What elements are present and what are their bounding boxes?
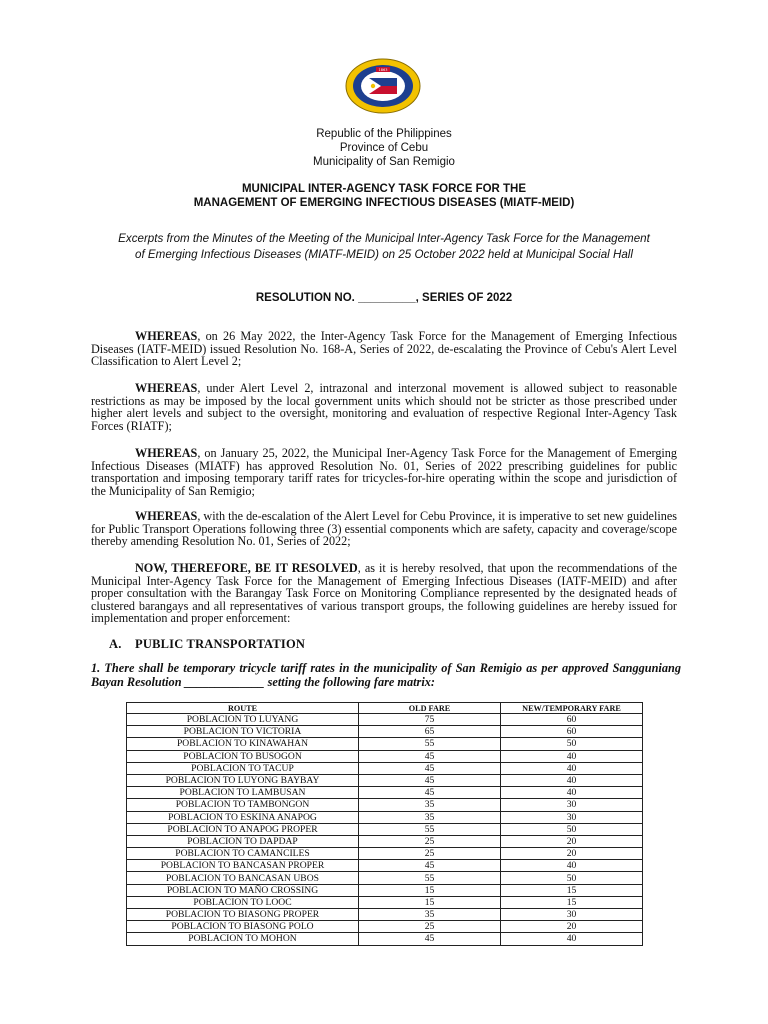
new-fare-cell: 60 — [501, 726, 643, 738]
section-title: PUBLIC TRANSPORTATION — [135, 637, 306, 651]
old-fare-cell: 55 — [359, 823, 501, 835]
old-fare-cell: 15 — [359, 896, 501, 908]
route-cell: POBLACION TO ESKINA ANAPOG — [127, 811, 359, 823]
route-cell: POBLACION TO MAÑO CROSSING — [127, 884, 359, 896]
paragraph-lead: WHEREAS — [135, 329, 198, 343]
route-cell: POBLACION TO DAPDAP — [127, 835, 359, 847]
old-fare-cell: 25 — [359, 848, 501, 860]
new-fare-cell: 20 — [501, 921, 643, 933]
section-heading — [109, 637, 305, 652]
section-letter: A. — [109, 637, 122, 651]
table-body — [127, 714, 643, 946]
item-1-text: 1. There shall be temporary tricycle tariff rates in the municipality of San Remigio as per approved Sangguniang Bayan Resolution _____________ setting the following fare matrix: — [91, 661, 681, 689]
old-fare-cell: 45 — [359, 860, 501, 872]
table-row — [127, 726, 643, 738]
table-row — [127, 823, 643, 835]
new-fare-cell: 40 — [501, 933, 643, 945]
column-header-new-fare: NEW/TEMPORARY FARE — [501, 703, 643, 714]
table-row — [127, 848, 643, 860]
paragraph-lead: WHEREAS — [135, 446, 198, 460]
table-row — [127, 884, 643, 896]
old-fare-cell: 75 — [359, 714, 501, 726]
route-cell: POBLACION TO MOHON — [127, 933, 359, 945]
paragraph-text: , on January 25, 2022, the Municipal Iner-Agency Task Force for the Management of Emerging Infectious Diseases (MIATF) has approved Resolution No. 01, Series of 2022 prescribing guidelines for public transportation and imposing temporary tariff rates for tricycles-for-hire operating within the scope and jurisdiction of the Municipality of San Remigio; — [91, 446, 677, 498]
new-fare-cell: 40 — [501, 860, 643, 872]
paragraph-lead: WHEREAS — [135, 381, 198, 395]
paragraph-lead: WHEREAS — [135, 509, 198, 523]
table-row — [127, 762, 643, 774]
old-fare-cell: 45 — [359, 933, 501, 945]
new-fare-cell: 60 — [501, 714, 643, 726]
old-fare-cell: 25 — [359, 921, 501, 933]
table-row — [127, 860, 643, 872]
table-row — [127, 787, 643, 799]
new-fare-cell: 40 — [501, 787, 643, 799]
paragraph-text: , on 26 May 2022, the Inter-Agency Task Force for the Management of Emerging Infectious Diseases (IATF-MEID) issued Resolution No. 168-A, Series of 2022, de-escalating the Province of Cebu's Alert Level Classification to Alert Level 2; — [91, 329, 677, 369]
paragraph-lead: NOW, THEREFORE, BE IT RESOLVED — [135, 561, 358, 575]
old-fare-cell: 45 — [359, 750, 501, 762]
table-row — [127, 774, 643, 786]
route-cell: POBLACION TO LUYONG BAYBAY — [127, 774, 359, 786]
new-fare-cell: 40 — [501, 762, 643, 774]
table-header-row — [127, 703, 643, 714]
route-cell: POBLACION TO LUYANG — [127, 714, 359, 726]
route-cell: POBLACION TO ANAPOG PROPER — [127, 823, 359, 835]
route-cell: POBLACION TO BUSOGON — [127, 750, 359, 762]
whereas-paragraph-2 — [91, 382, 677, 432]
route-cell: POBLACION TO BANCASAN UBOS — [127, 872, 359, 884]
new-fare-cell: 50 — [501, 738, 643, 750]
table-row — [127, 714, 643, 726]
new-fare-cell: 20 — [501, 835, 643, 847]
seal-year: 1863 — [378, 68, 388, 72]
route-cell: POBLACION TO KINAWAHAN — [127, 738, 359, 750]
new-fare-cell: 15 — [501, 896, 643, 908]
old-fare-cell: 45 — [359, 762, 501, 774]
table-row — [127, 909, 643, 921]
resolved-paragraph — [91, 562, 677, 625]
route-cell: POBLACION TO BIASONG POLO — [127, 921, 359, 933]
column-header-old-fare: OLD FARE — [359, 703, 501, 714]
route-cell: POBLACION TO CAMANCILES — [127, 848, 359, 860]
resolution-title: RESOLUTION NO. _________, SERIES OF 2022 — [255, 292, 513, 304]
new-fare-cell: 50 — [501, 823, 643, 835]
old-fare-cell: 35 — [359, 799, 501, 811]
paragraph-text: , with the de-escalation of the Alert Level for Cebu Province, it is imperative to set new guidelines for Public Transport Operations following three (3) essential components which are safety, capacity and coverage/scope thereby amending Resolution No. 01, Series of 2022; — [91, 509, 677, 549]
old-fare-cell: 25 — [359, 835, 501, 847]
new-fare-cell: 15 — [501, 884, 643, 896]
paragraph-text: , as it is hereby resolved, that upon the recommendations of the Municipal Inter-Agency Task Force for the Management of Emerging Infectious Diseases (IATF-MEID) and after proper consultation with the Barangay Task Force on Monitoring Compliance represented by the designated heads of clustered barangays and all representatives of various transport groups, the following guidelines are hereby issued for implementation and proper enforcement: — [91, 561, 677, 626]
excerpt-line2: of Emerging Infectious Diseases (MIATF-MEID) on 25 October 2022 held at Municipal Social Hall — [135, 248, 633, 261]
route-cell: POBLACION TO TACUP — [127, 762, 359, 774]
new-fare-cell: 20 — [501, 848, 643, 860]
paragraph-text: , under Alert Level 2, intrazonal and interzonal movement is allowed subject to reasonable restrictions as may be imposed by the local government units which should not be stricter as those prescribed under higher alert levels and subject to the oversight, monitoring and evaluation of respective Regional Inter-Agency Task Forces (RIATF); — [91, 381, 677, 433]
new-fare-cell: 30 — [501, 799, 643, 811]
header-municipality: Municipality of San Remigio — [313, 156, 455, 168]
new-fare-cell: 40 — [501, 750, 643, 762]
new-fare-cell: 50 — [501, 872, 643, 884]
table-row — [127, 835, 643, 847]
municipal-seal-logo — [345, 58, 421, 114]
old-fare-cell: 65 — [359, 726, 501, 738]
route-cell: POBLACION TO LAMBUSAN — [127, 787, 359, 799]
excerpt-line1: Excerpts from the Minutes of the Meeting of the Municipal Inter-Agency Task Force for the Management — [118, 232, 650, 245]
route-cell: POBLACION TO TAMBONGON — [127, 799, 359, 811]
column-header-route: ROUTE — [127, 703, 359, 714]
table-row — [127, 750, 643, 762]
route-cell: POBLACION TO VICTORIA — [127, 726, 359, 738]
table-row — [127, 799, 643, 811]
table-row — [127, 811, 643, 823]
route-cell: POBLACION TO BANCASAN PROPER — [127, 860, 359, 872]
old-fare-cell: 55 — [359, 738, 501, 750]
fare-matrix-table — [126, 702, 643, 946]
whereas-paragraph-1 — [91, 330, 677, 368]
route-cell: POBLACION TO BIASONG PROPER — [127, 909, 359, 921]
header-republic: Republic of the Philippines — [316, 128, 452, 140]
table-row — [127, 896, 643, 908]
new-fare-cell: 30 — [501, 909, 643, 921]
old-fare-cell: 15 — [359, 884, 501, 896]
old-fare-cell: 35 — [359, 909, 501, 921]
whereas-paragraph-3 — [91, 447, 677, 497]
whereas-paragraph-4 — [91, 510, 677, 548]
old-fare-cell: 35 — [359, 811, 501, 823]
old-fare-cell: 55 — [359, 872, 501, 884]
new-fare-cell: 30 — [501, 811, 643, 823]
table-row — [127, 921, 643, 933]
header-province: Province of Cebu — [339, 142, 429, 154]
table-row — [127, 872, 643, 884]
new-fare-cell: 40 — [501, 774, 643, 786]
table-row — [127, 738, 643, 750]
org-title-line1: MUNICIPAL INTER-AGENCY TASK FORCE FOR THE — [241, 183, 527, 195]
route-cell: POBLACION TO LOOC — [127, 896, 359, 908]
old-fare-cell: 45 — [359, 774, 501, 786]
old-fare-cell: 45 — [359, 787, 501, 799]
table-row — [127, 933, 643, 945]
org-title-line2: MANAGEMENT OF EMERGING INFECTIOUS DISEASES (MIATF-MEID) — [193, 197, 575, 209]
